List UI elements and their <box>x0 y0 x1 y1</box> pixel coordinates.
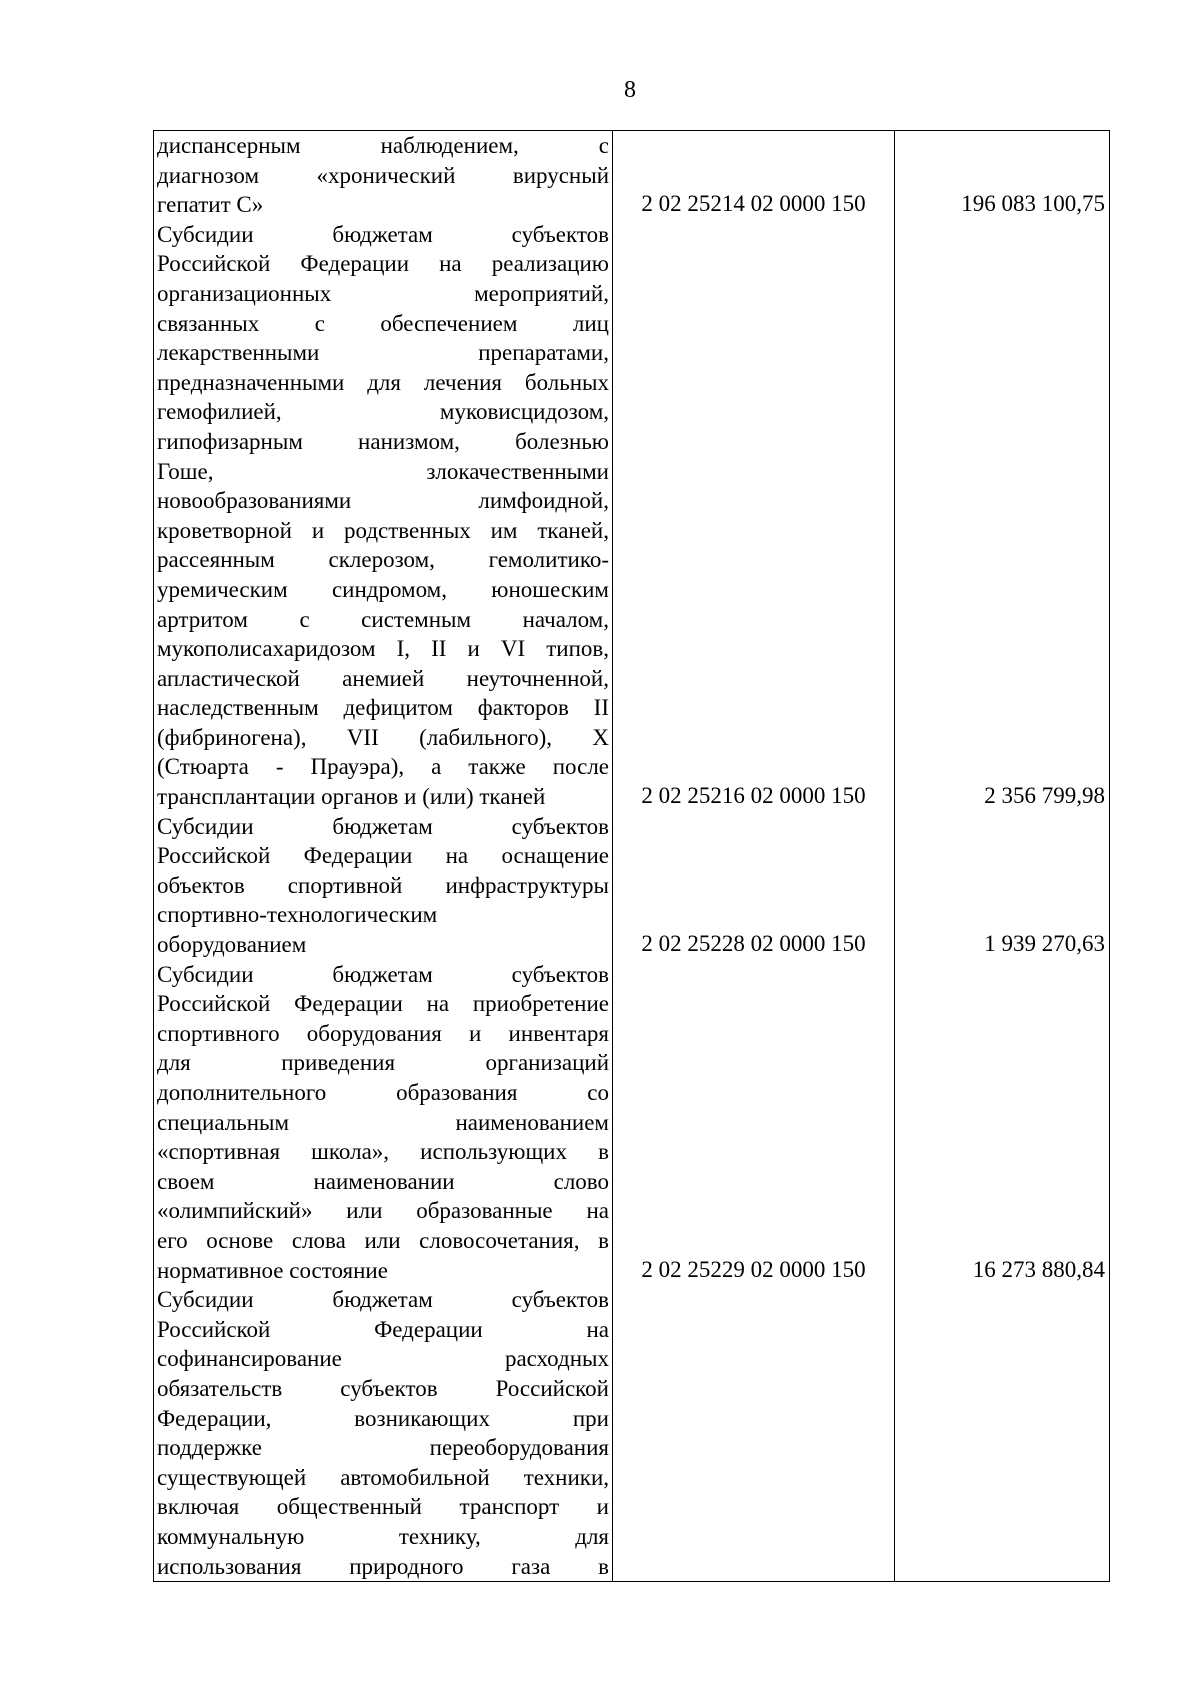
description-line: апластической анемией неуточненной, <box>157 665 609 691</box>
description-line: артритом с системным началом, <box>157 606 609 632</box>
description-line: спортивно-технологическим <box>157 902 438 928</box>
table-row <box>154 131 1110 220</box>
description-line: своем наименовании слово <box>157 1168 609 1194</box>
description-line: использования природного газа в <box>157 1553 609 1579</box>
description-line: гипофизарным нанизмом, болезнью <box>157 428 609 454</box>
description-line: Федерации, возникающих при <box>157 1405 609 1431</box>
description-line: уремическим синдромом, юношеским <box>157 576 609 602</box>
description-line: Российской Федерации на <box>157 1316 609 1342</box>
description-line: оборудованием <box>157 932 307 958</box>
table-row <box>154 220 1110 812</box>
budget-revenue-table <box>153 130 1110 1582</box>
table-row <box>154 812 1110 960</box>
row-description <box>154 960 613 1286</box>
table-row <box>154 960 1110 1286</box>
description-line: Российской Федерации на приобретение <box>157 991 609 1017</box>
row-description <box>154 1285 613 1581</box>
description-line: Субсидии бюджетам субъектов <box>157 813 609 839</box>
description-line: Российской Федерации на оснащение <box>157 843 609 869</box>
description-line: Российской Федерации на реализацию <box>157 251 609 277</box>
description-line: специальным наименованием <box>157 1109 609 1135</box>
description-line: гемофилией, муковисцидозом, <box>157 399 609 425</box>
description-line: диспансерным наблюдением, с <box>157 133 609 158</box>
amount: 1 939 270,63 <box>895 812 1110 960</box>
description-line: нормативное состояние <box>157 1257 388 1283</box>
description-line: для приведения организаций <box>157 1050 609 1076</box>
revenue-code: 2 02 25214 02 0000 150 <box>613 131 895 220</box>
description-line: дополнительного образования со <box>157 1080 609 1105</box>
description-line: мукополисахаридозом I, II и VI типов, <box>157 636 609 662</box>
amount: 2 356 799,98 <box>895 220 1110 812</box>
description-line: софинансирование расходных <box>157 1346 609 1372</box>
revenue-code: 2 02 25216 02 0000 150 <box>613 220 895 812</box>
row-description <box>154 131 613 220</box>
table-row <box>154 1285 1110 1581</box>
description-line: (Стюарта - Прауэра), а также после <box>157 754 609 780</box>
description-line: Гоше, злокачественными <box>157 458 609 484</box>
amount: 196 083 100,75 <box>895 131 1110 220</box>
description-line: Субсидии бюджетам субъектов <box>157 1287 609 1313</box>
description-line: обязательств субъектов Российской <box>157 1375 609 1401</box>
description-line: диагнозом «хронический вирусный <box>157 162 609 188</box>
description-line: «спортивная школа», использующих в <box>157 1139 609 1165</box>
row-description <box>154 812 613 960</box>
description-line: трансплантации органов и (или) тканей <box>157 784 546 810</box>
description-line: «олимпийский» или образованные на <box>157 1198 609 1224</box>
description-line: связанных с обеспечением лиц <box>157 310 609 336</box>
description-line: Субсидии бюджетам субъектов <box>157 221 609 247</box>
description-line: гепатит С» <box>157 192 264 218</box>
description-line: новообразованиями лимфоидной, <box>157 488 609 514</box>
description-line: его основе слова или словосочетания, в <box>157 1227 609 1253</box>
amount: 16 273 880,84 <box>895 960 1110 1286</box>
revenue-code <box>613 1285 895 1581</box>
description-line: кроветворной и родственных им тканей, <box>157 517 609 543</box>
description-line: спортивного оборудования и инвентаря <box>157 1020 609 1046</box>
amount <box>895 1285 1110 1581</box>
description-line: Субсидии бюджетам субъектов <box>157 961 609 987</box>
row-description <box>154 220 613 812</box>
description-line: организационных мероприятий, <box>157 280 609 306</box>
description-line: наследственным дефицитом факторов II <box>157 695 609 721</box>
revenue-code: 2 02 25228 02 0000 150 <box>613 812 895 960</box>
description-line: поддержке переоборудования <box>157 1435 609 1461</box>
description-line: объектов спортивной инфраструктуры <box>157 872 609 898</box>
description-line: рассеянным склерозом, гемолитико- <box>157 547 609 573</box>
description-line: коммунальную технику, для <box>157 1523 609 1549</box>
revenue-code: 2 02 25229 02 0000 150 <box>613 960 895 1286</box>
page-number: 8 <box>624 77 636 103</box>
description-line: лекарственными препаратами, <box>157 340 609 366</box>
description-line: включая общественный транспорт и <box>157 1494 609 1520</box>
description-line: существующей автомобильной техники, <box>157 1464 609 1490</box>
description-line: предназначенными для лечения больных <box>157 369 609 395</box>
description-line: (фибриногена), VII (лабильного), X <box>157 724 609 750</box>
